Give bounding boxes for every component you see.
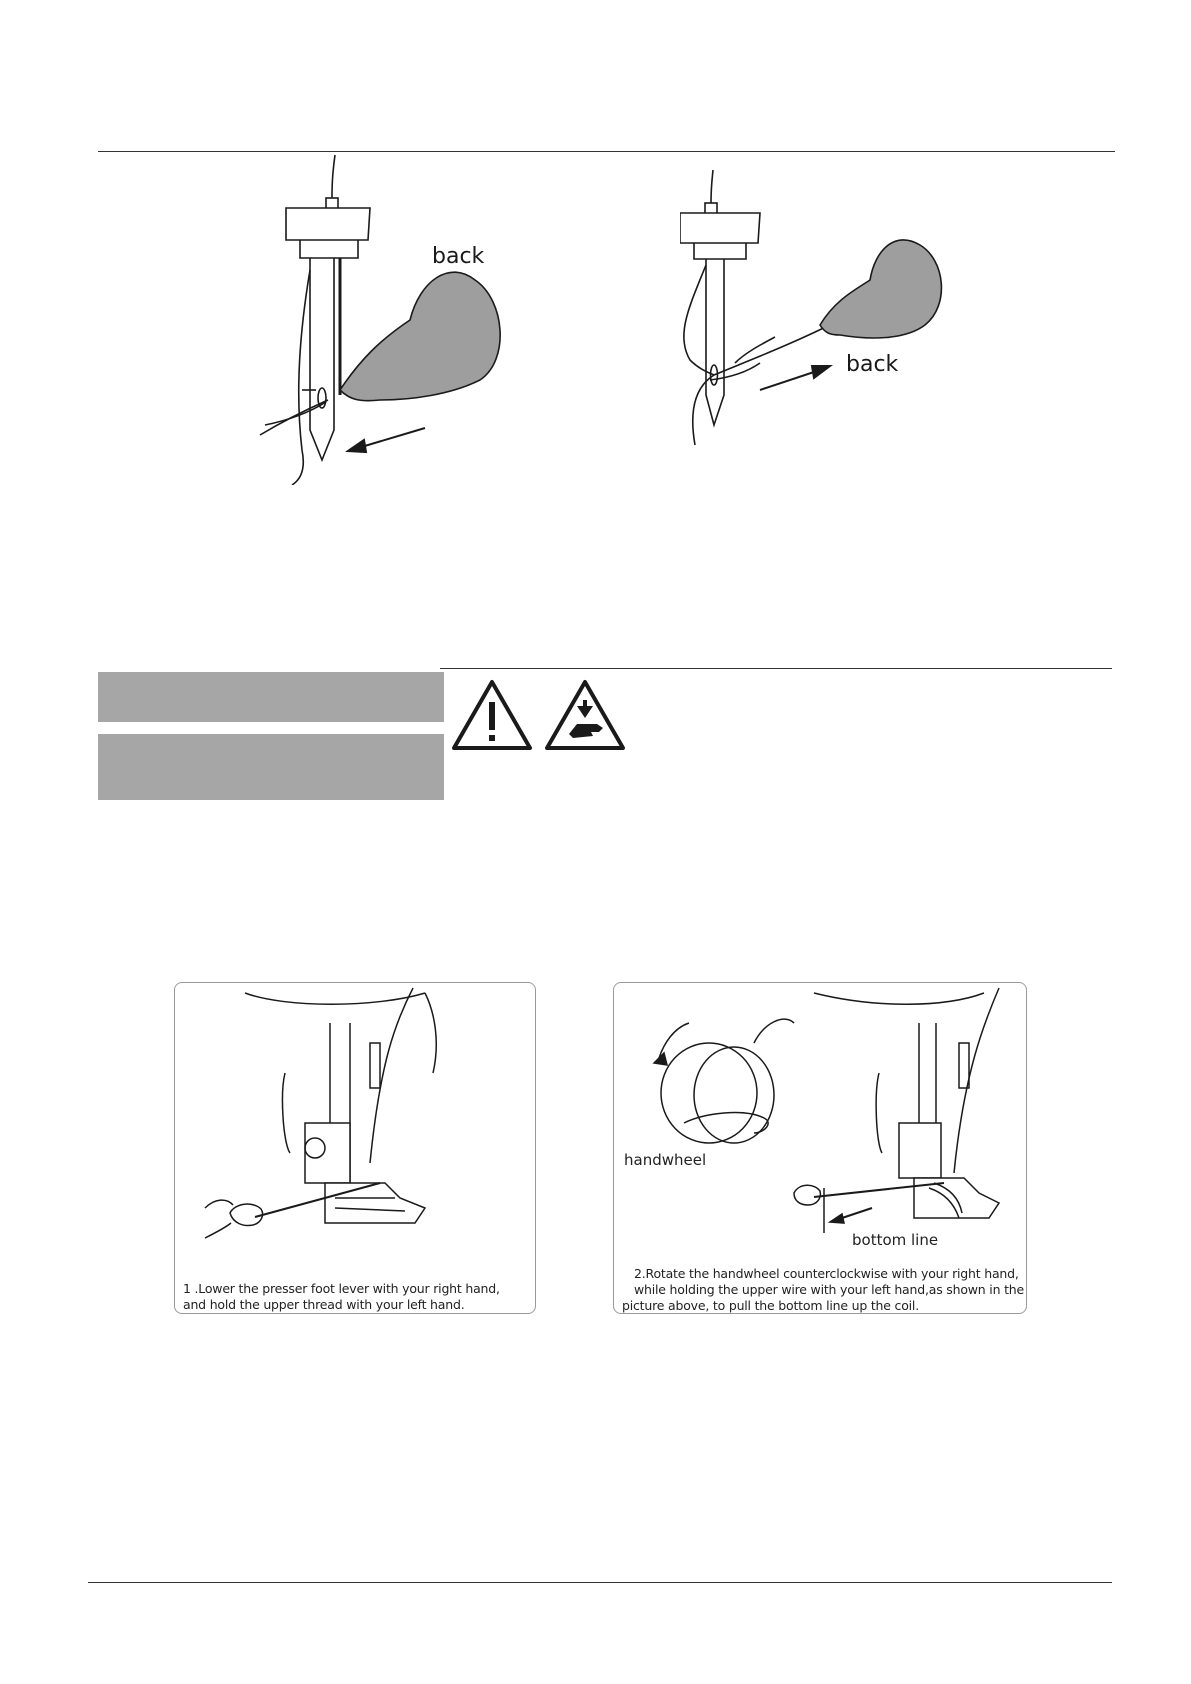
caption-line: 2.Rotate the handwheel counterclockwise with your right hand,	[634, 1266, 1019, 1281]
hand-crush-warning-icon	[543, 678, 627, 752]
threader-figure-right	[680, 165, 990, 465]
back-label-right: back	[846, 352, 899, 377]
back-label-left: back	[432, 244, 485, 269]
handwheel-label: handwheel	[624, 1151, 707, 1169]
section-rule	[440, 668, 1112, 669]
caption-line: while holding the upper wire with your left hand,as shown in the	[634, 1282, 1024, 1297]
presser-foot-illustration	[175, 983, 535, 1253]
caption-line: 1 .Lower the presser foot lever with your right hand,	[183, 1281, 500, 1296]
caption-line: picture above, to pull the bottom line up the coil.	[622, 1298, 919, 1313]
bottom-line-label: bottom line	[852, 1231, 939, 1249]
footer-rule	[88, 1582, 1112, 1583]
section-subheading-bar	[98, 734, 444, 800]
warning-exclamation-icon	[450, 678, 534, 752]
caption-line: and hold the upper thread with your left hand.	[183, 1297, 465, 1312]
instruction-panel-2	[613, 982, 1027, 1314]
handwheel-illustration	[614, 983, 1026, 1253]
threader-figure-left	[240, 150, 540, 485]
instruction-panel-1	[174, 982, 536, 1314]
section-heading-bar	[98, 672, 444, 722]
